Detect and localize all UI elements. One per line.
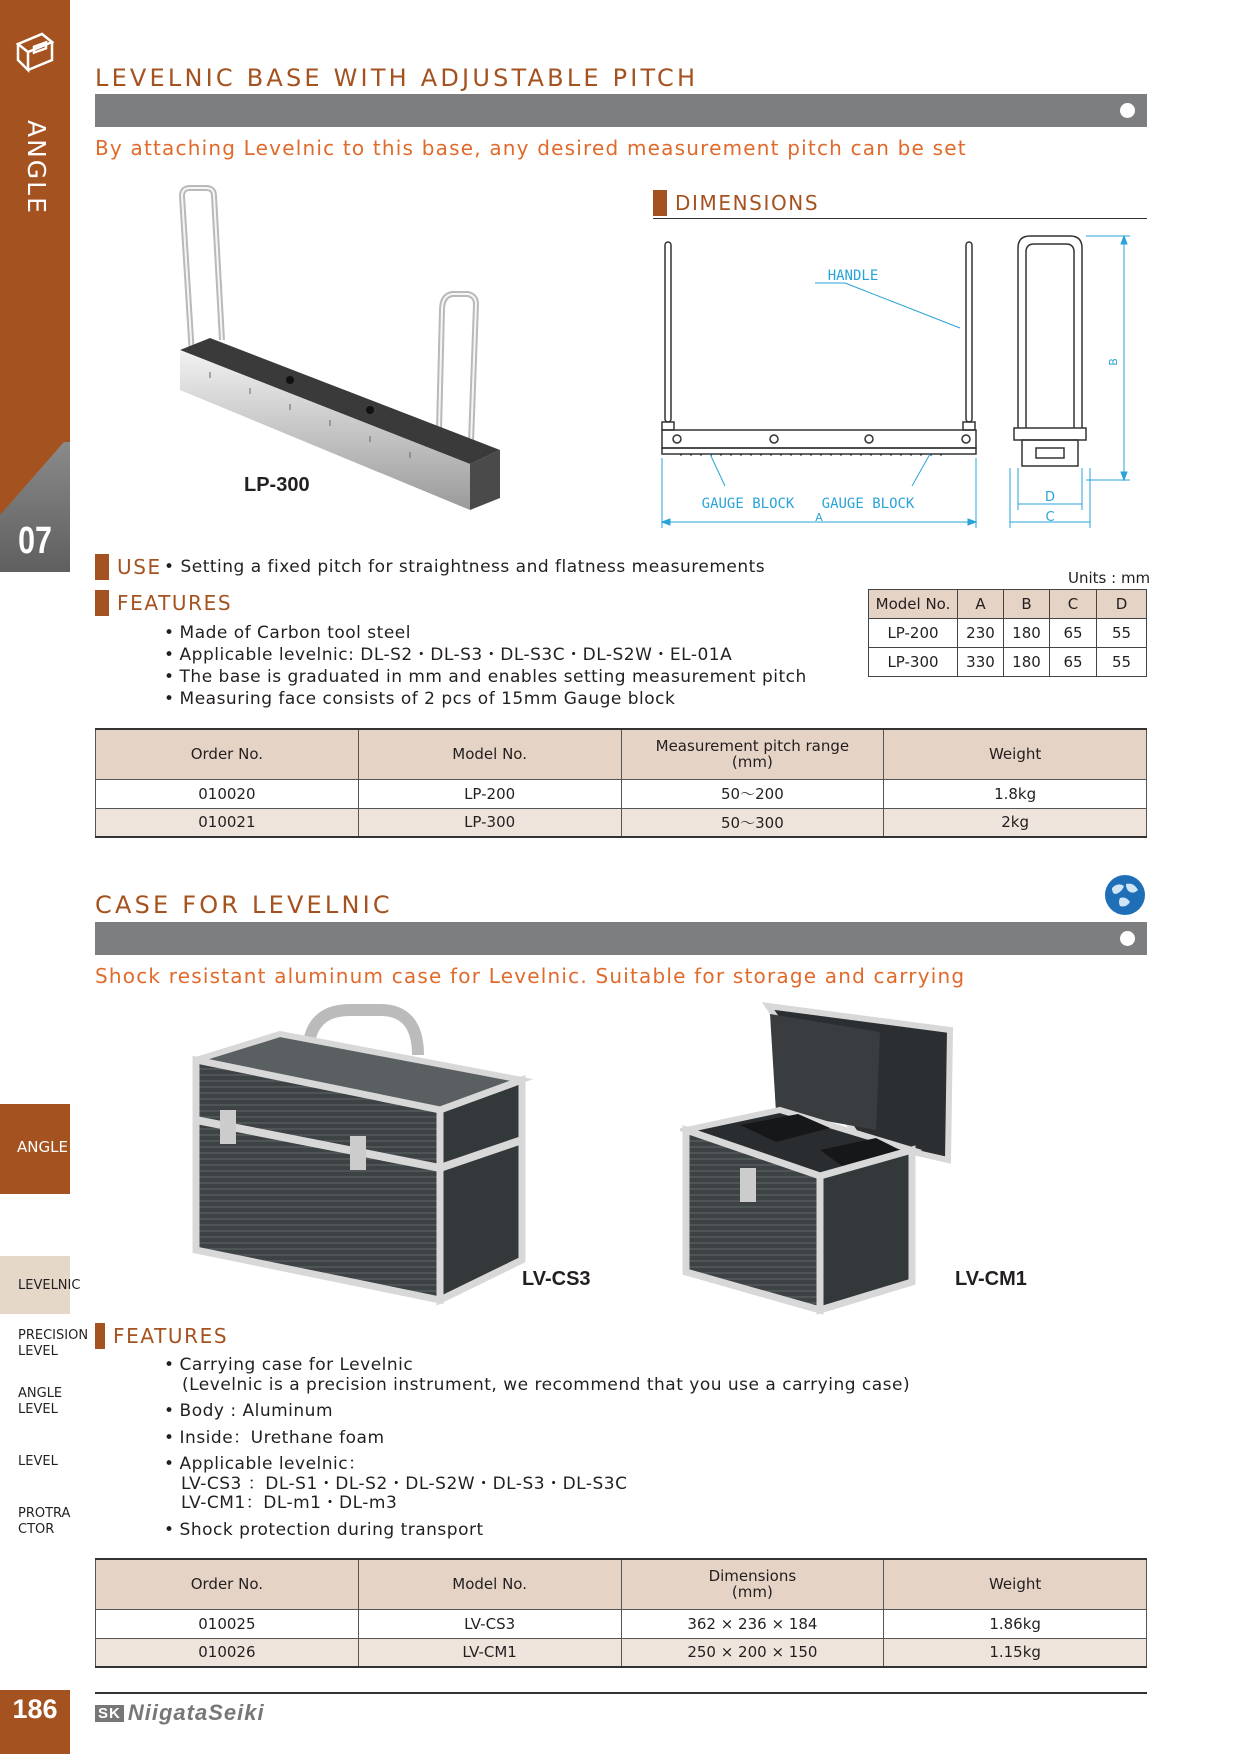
order-header: Order No. (96, 729, 359, 779)
order-table-1 (95, 728, 1147, 838)
dims-header: Model No. (869, 590, 958, 619)
list-item: • Measuring face consists of 2 pcs of 15mm Gauge block (164, 688, 807, 710)
section1-title: LEVELNIC BASE WITH ADJUSTABLE PITCH (95, 64, 699, 92)
lv-cs3-caption: LV-CS3 (522, 1268, 591, 1290)
use-text: • Setting a fixed pitch for straightness and flatness measurements (164, 557, 766, 577)
use-heading: USE (95, 554, 162, 580)
list-item: • The base is graduated in mm and enables setting measurement pitch (164, 666, 807, 688)
sidebar-section-label: ANGLE (22, 120, 51, 215)
bar-dot-icon (1120, 103, 1135, 118)
table-row: 010021 LP-300 50～300 2kg (96, 808, 1147, 837)
lv-cs3-photo (190, 1000, 540, 1310)
lp300-caption: LP-300 (244, 474, 310, 496)
lv-cm1-caption: LV-CM1 (955, 1268, 1027, 1290)
nav-item-angle-level[interactable]: ANGLE LEVEL (18, 1386, 63, 1417)
drawing-label-b: B (1107, 358, 1120, 366)
dimensions-table (868, 589, 1147, 677)
section2-bar (95, 922, 1147, 955)
drawing-label-gauge-right: GAUGE BLOCK (821, 496, 915, 512)
chapter-number: 07 (18, 520, 52, 562)
lv-cm1-photo (680, 1000, 960, 1320)
drawing-label-gauge-left: GAUGE BLOCK (701, 496, 795, 512)
level-icon (14, 30, 56, 78)
features-heading-2: FEATURES (95, 1323, 228, 1349)
list-item: • Body : Aluminum (164, 1402, 910, 1422)
table-row: 010020 LP-200 50～200 1.8kg (96, 779, 1147, 808)
list-item: • Carrying case for Levelnic (164, 1356, 910, 1376)
list-item: • Applicable levelnic: DL-S2・DL-S3・DL-S3C・DL-S2W・EL-01A (164, 644, 807, 666)
features-list-1 (164, 622, 807, 710)
features-list-2 (164, 1356, 910, 1540)
section2-title: CASE FOR LEVELNIC (95, 891, 393, 919)
table-row: 010025 LV-CS3 362 × 236 × 184 1.86kg (96, 1609, 1147, 1638)
order-header: Model No. (358, 729, 621, 779)
order-header: Weight (884, 729, 1147, 779)
footer-rule (95, 1692, 1147, 1694)
section1-subtitle: By attaching Levelnic to this base, any desired measurement pitch can be set (95, 136, 967, 160)
dims-header: C (1050, 590, 1097, 619)
table-row: LP-200 230 180 65 55 (869, 619, 1147, 648)
drawing-label-handle: HANDLE (827, 268, 879, 284)
dimensions-rule (653, 218, 1147, 219)
list-item: LV-CS3 ：DL-S1・DL-S2・DL-S2W・DL-S3・DL-S3C (181, 1473, 628, 1494)
dims-header: D (1097, 590, 1147, 619)
dims-header: A (958, 590, 1004, 619)
drawing-label-a: A (815, 511, 823, 524)
company-logo: SK NiigataSeiki (95, 1700, 265, 1726)
dims-header: B (1004, 590, 1050, 619)
dimensions-heading: DIMENSIONS (653, 190, 819, 216)
list-item: • Shock protection during transport (164, 1521, 910, 1541)
order-header: Weight (884, 1559, 1147, 1609)
nav-item-level[interactable]: LEVEL (18, 1454, 58, 1469)
order-header: Model No. (358, 1559, 621, 1609)
dimension-drawing (650, 228, 1150, 533)
nav-item-protractor[interactable]: PROTRA CTOR (18, 1506, 71, 1537)
order-header: Dimensions (mm) (621, 1559, 884, 1609)
units-label: Units : mm (1068, 569, 1151, 587)
order-header: Order No. (96, 1559, 359, 1609)
category-label[interactable]: ANGLE (17, 1138, 68, 1156)
page-number: 186 (0, 1690, 70, 1754)
sidebar-wedge-cut (0, 435, 70, 515)
list-item: LV-CM1：DL-m1・DL-m3 (181, 1493, 398, 1513)
list-item: • Applicable levelnic： (164, 1455, 910, 1475)
list-item: (Levelnic is a precision instrument, we recommend that you use a carrying case) (182, 1374, 911, 1395)
list-item: • Inside：Urethane foam (164, 1429, 910, 1449)
lp300-photo (170, 180, 510, 525)
nav-item-precision-level[interactable]: PRECISION LEVEL (18, 1328, 89, 1359)
section1-bar (95, 94, 1147, 127)
order-header: Measurement pitch range (mm) (621, 729, 884, 779)
list-item: • Made of Carbon tool steel (164, 622, 807, 644)
drawing-label-d: D (1044, 490, 1056, 505)
drawing-label-c: C (1045, 510, 1055, 525)
order-table-2 (95, 1558, 1147, 1668)
table-row: LP-300 330 180 65 55 (869, 648, 1147, 677)
globe-icon (1104, 874, 1146, 916)
section2-subtitle: Shock resistant aluminum case for Levelnic. Suitable for storage and carrying (95, 964, 966, 988)
features-heading-1: FEATURES (95, 590, 232, 616)
bar-dot-icon (1120, 931, 1135, 946)
nav-item-levelnic[interactable]: LEVELNIC (18, 1278, 81, 1293)
table-row: 010026 LV-CM1 250 × 200 × 150 1.15kg (96, 1638, 1147, 1667)
